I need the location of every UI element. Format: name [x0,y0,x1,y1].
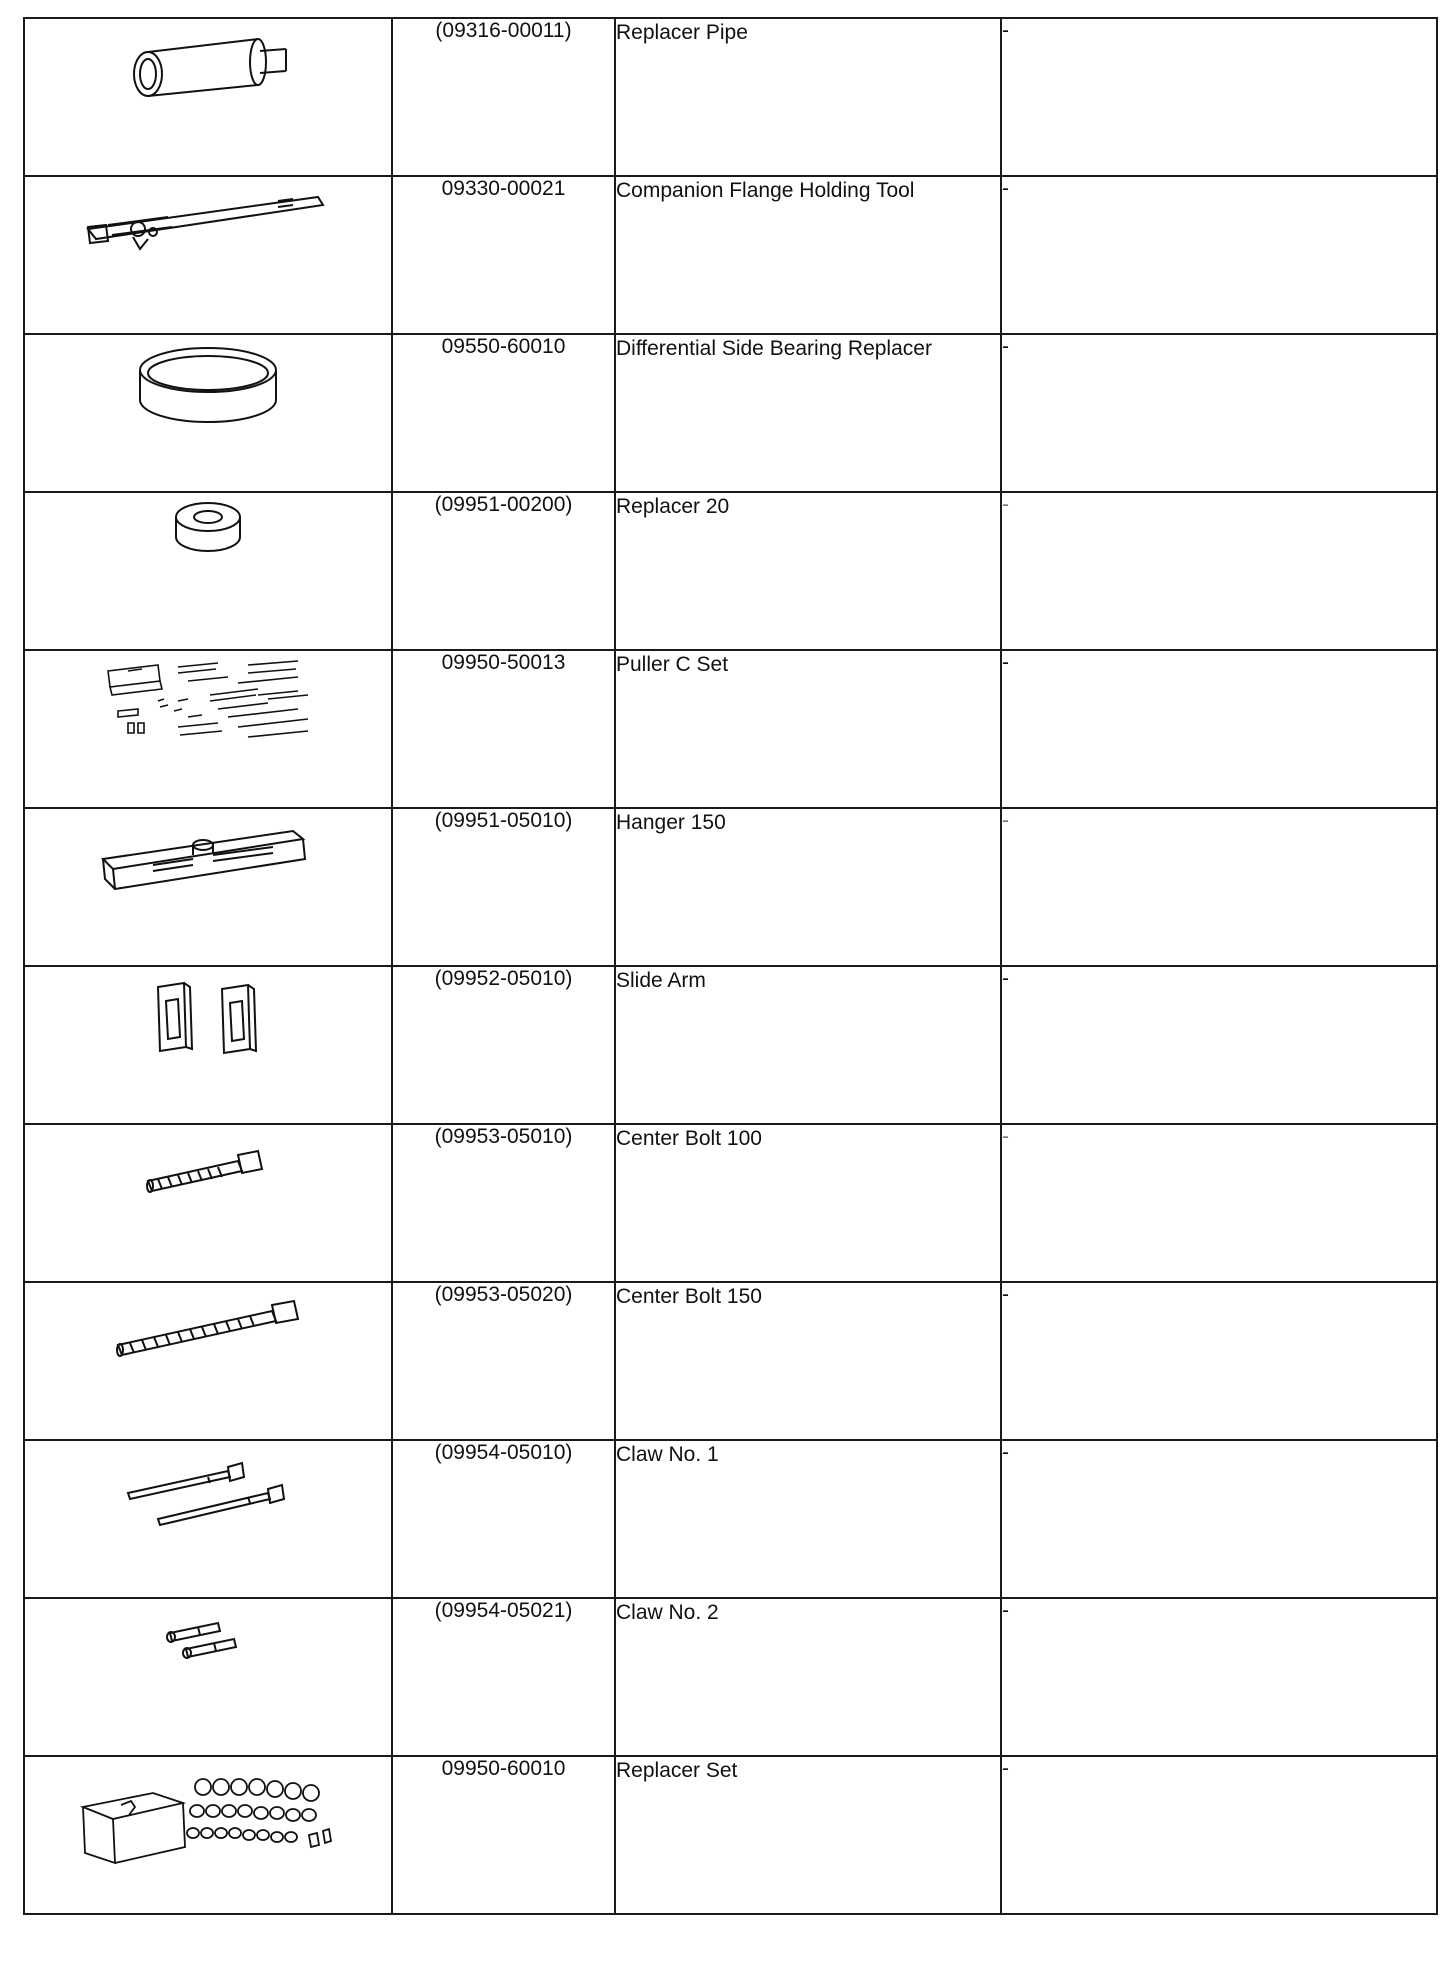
table-row [24,650,1437,808]
tool-illustration-cell [24,650,392,808]
tool-note: - [1001,1282,1437,1440]
hanger-150-icon [93,809,323,909]
puller-c-set-icon [98,651,318,751]
tool-illustration-cell [24,1598,392,1756]
tool-name: Hanger 150 [615,808,1001,966]
tool-illustration-cell [24,334,392,492]
tool-name: Slide Arm [615,966,1001,1124]
tool-illustration-cell [24,176,392,334]
tool-note: - [1001,492,1437,650]
table-row [24,1440,1437,1598]
slide-arm-icon [138,967,278,1067]
tool-illustration-cell [24,18,392,176]
table-row [24,1282,1437,1440]
tool-name: Replacer Set [615,1756,1001,1914]
tool-illustration-cell [24,1756,392,1914]
replacer-set-icon [73,1757,343,1867]
tool-name: Replacer Pipe [615,18,1001,176]
table-row [24,18,1437,176]
part-number: (09951-00200) [392,492,615,650]
tool-note: - [1001,650,1437,808]
tool-name: Center Bolt 100 [615,1124,1001,1282]
tool-illustration-cell [24,808,392,966]
tool-name: Differential Side Bearing Replacer [615,334,1001,492]
part-number: 09950-50013 [392,650,615,808]
replacer-20-icon [163,493,253,563]
part-number: (09951-05010) [392,808,615,966]
part-number: (09316-00011) [392,18,615,176]
table-row [24,334,1437,492]
part-number: 09550-60010 [392,334,615,492]
table-row [24,966,1437,1124]
claw-no-2-icon [158,1599,258,1669]
table-row [24,492,1437,650]
tool-illustration-cell [24,492,392,650]
table-row [24,808,1437,966]
special-service-tools-table [23,17,1438,1915]
tool-illustration-cell [24,1440,392,1598]
tool-name: Companion Flange Holding Tool [615,176,1001,334]
tool-note: - [1001,1440,1437,1598]
claw-no-1-icon [118,1441,298,1531]
tool-note: - [1001,176,1437,334]
part-number: (09952-05010) [392,966,615,1124]
bearing-replacer-ring-icon [118,335,298,435]
tool-illustration-cell [24,966,392,1124]
part-number: (09953-05010) [392,1124,615,1282]
part-number: 09950-60010 [392,1756,615,1914]
table-row [24,176,1437,334]
tool-note: - [1001,808,1437,966]
tool-note: - [1001,1124,1437,1282]
table-row [24,1124,1437,1282]
tool-name: Claw No. 1 [615,1440,1001,1598]
center-bolt-100-icon [138,1125,278,1205]
tool-name: Center Bolt 150 [615,1282,1001,1440]
tool-name: Replacer 20 [615,492,1001,650]
tool-name: Puller C Set [615,650,1001,808]
part-number: 09330-00021 [392,176,615,334]
replacer-pipe-icon [108,19,308,109]
part-number: (09953-05020) [392,1282,615,1440]
tool-note: - [1001,18,1437,176]
table-row [24,1756,1437,1914]
part-number: (09954-05021) [392,1598,615,1756]
flange-holding-tool-icon [78,177,338,257]
tool-note: - [1001,1756,1437,1914]
tool-illustration-cell [24,1124,392,1282]
part-number: (09954-05010) [392,1440,615,1598]
table-row [24,1598,1437,1756]
center-bolt-150-icon [108,1283,308,1363]
tool-note: - [1001,1598,1437,1756]
tool-name: Claw No. 2 [615,1598,1001,1756]
tool-note: - [1001,966,1437,1124]
tool-note: - [1001,334,1437,492]
tool-illustration-cell [24,1282,392,1440]
